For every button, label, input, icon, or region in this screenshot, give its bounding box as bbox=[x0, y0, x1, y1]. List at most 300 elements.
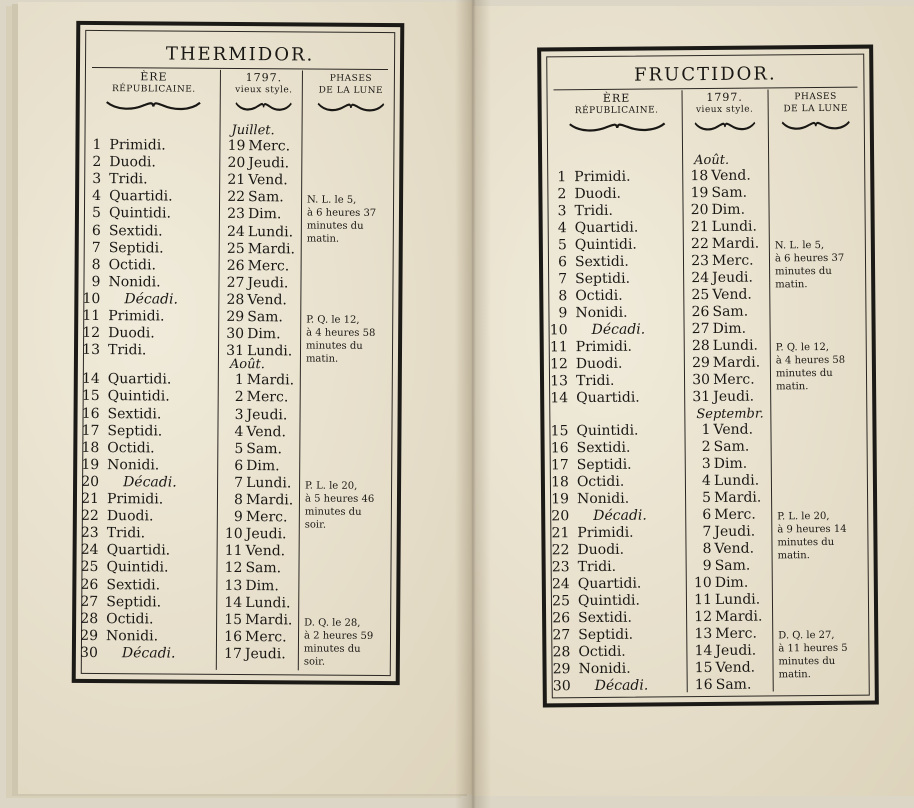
day-number: 10 bbox=[549, 322, 568, 339]
gregorian-weekday: Jeudi. bbox=[248, 155, 290, 172]
day-number: 12 bbox=[82, 325, 101, 342]
gregorian-weekday: Lundi. bbox=[712, 337, 759, 354]
republican-day-name: Quartidi. bbox=[577, 575, 642, 593]
republican-day-name: Duodi. bbox=[577, 541, 625, 559]
gregorian-day-number: 13 bbox=[224, 577, 243, 594]
moon-phase-note bbox=[307, 194, 391, 247]
day-number: 4 bbox=[92, 188, 102, 205]
gregorian-day-number: 8 bbox=[233, 491, 244, 509]
republican-day-name: Septidi. bbox=[107, 422, 163, 440]
gregorian-day-number: 12 bbox=[224, 560, 243, 577]
republican-day-name: Octidi. bbox=[576, 473, 625, 491]
day-number: 2 bbox=[92, 154, 102, 171]
calendar-row bbox=[79, 257, 399, 276]
gregorian-weekday: Dim. bbox=[245, 577, 279, 594]
republican-day-name: Duodi. bbox=[574, 185, 622, 203]
gregorian-weekday: Mardi. bbox=[247, 240, 296, 257]
calendar-row bbox=[78, 388, 398, 407]
day-number: 21 bbox=[551, 525, 570, 542]
gregorian-day-number: 24 bbox=[226, 223, 245, 240]
day-number: 22 bbox=[80, 508, 99, 525]
gregorian-weekday: Mardi. bbox=[712, 354, 761, 371]
republican-day-name: Nonidi. bbox=[108, 273, 161, 291]
moon-phase-note bbox=[777, 510, 861, 563]
gregorian-weekday: Vend. bbox=[248, 172, 288, 189]
gregorian-day-number: 21 bbox=[227, 172, 246, 189]
moon-phase-line: soir. bbox=[303, 656, 326, 668]
republican-day-name: Nonidi. bbox=[105, 627, 159, 645]
gregorian-day-number: 5 bbox=[702, 489, 712, 507]
moon-phase-note bbox=[775, 239, 859, 292]
gregorian-day-number: 5 bbox=[234, 440, 244, 457]
republican-day-name: Primidi. bbox=[577, 524, 634, 542]
calendar-row bbox=[77, 440, 397, 459]
gregorian-day-number: 7 bbox=[234, 474, 244, 491]
moon-phase-line: soir. bbox=[304, 519, 327, 531]
era-column-header-line: RÉPUBLICAINE. bbox=[574, 105, 659, 117]
gregorian-weekday: Merc. bbox=[711, 252, 754, 269]
thermidor-calendar bbox=[72, 21, 405, 685]
republican-day-name: Octidi. bbox=[578, 643, 626, 661]
era-column-header bbox=[552, 92, 682, 117]
republican-day-name: Primidi. bbox=[109, 137, 166, 154]
republican-day-name: Tridi. bbox=[574, 202, 614, 220]
gregorian-day-number: 30 bbox=[226, 326, 245, 343]
gregorian-weekday: Mardi. bbox=[245, 611, 293, 629]
gregorian-day-number: 25 bbox=[226, 240, 245, 257]
gregorian-day-number: 25 bbox=[691, 286, 710, 304]
moon-phase-column-header-line: DE LA LUNE bbox=[783, 103, 848, 115]
flourish-ornament bbox=[316, 99, 385, 118]
republican-day-name: Sextidi. bbox=[106, 576, 161, 593]
gregorian-weekday: Sam. bbox=[248, 189, 284, 206]
gregorian-day-number: 10 bbox=[693, 574, 712, 592]
moon-phase-line: N. L. le 5, bbox=[307, 194, 357, 207]
republican-day-name: Duodi. bbox=[108, 325, 155, 342]
republican-day-name: Quartidi. bbox=[576, 389, 640, 407]
day-number: 8 bbox=[91, 256, 101, 273]
republican-day-name: Octidi. bbox=[108, 256, 156, 274]
republican-day-name: Septidi. bbox=[576, 456, 632, 474]
day-number: 5 bbox=[557, 237, 567, 254]
moon-phase-line: à 4 heures 58 bbox=[306, 327, 376, 339]
year-column-header-line: vieux style. bbox=[695, 104, 754, 116]
moon-phase-note bbox=[776, 341, 860, 394]
day-number: 9 bbox=[558, 305, 568, 322]
gregorian-weekday: Lundi. bbox=[711, 218, 758, 235]
republican-day-name: Septidi. bbox=[108, 239, 164, 257]
gregorian-weekday: Vend. bbox=[713, 421, 754, 438]
gregorian-weekday: Merc. bbox=[248, 138, 291, 155]
gregorian-weekday: Lundi. bbox=[713, 472, 760, 489]
gregorian-weekday: Dim. bbox=[712, 320, 747, 337]
gregorian-weekday: Jeudi. bbox=[247, 274, 289, 292]
gregorian-day-number: 28 bbox=[691, 337, 710, 355]
moon-phase-line: P. L. le 20, bbox=[777, 510, 830, 523]
republican-day-name: Tridi. bbox=[106, 525, 146, 542]
day-number: 30 bbox=[552, 678, 571, 695]
gregorian-weekday: Mardi. bbox=[715, 608, 763, 625]
gregorian-weekday: Merc. bbox=[246, 389, 289, 406]
gregorian-day-number: 2 bbox=[234, 389, 244, 406]
moon-phase-line: minutes du bbox=[304, 506, 362, 518]
gregorian-weekday: Sam. bbox=[713, 438, 750, 455]
flourish-ornament bbox=[235, 98, 293, 117]
year-column-header bbox=[684, 91, 766, 116]
moon-phase-line: à 5 heures 46 bbox=[304, 493, 375, 505]
gregorian-month-label: Août. bbox=[694, 152, 730, 169]
day-number: 18 bbox=[81, 439, 100, 456]
republican-day-name: Duodi. bbox=[106, 508, 154, 525]
moon-phase-line: matin. bbox=[778, 669, 811, 681]
calendar-row bbox=[76, 559, 396, 578]
republican-day-name: Décadi. bbox=[591, 321, 646, 339]
gregorian-day-number: 15 bbox=[694, 659, 713, 677]
fructidor-calendar bbox=[537, 45, 879, 708]
gregorian-day-number: 7 bbox=[702, 523, 712, 541]
republican-day-name: Septidi. bbox=[578, 626, 634, 644]
gregorian-weekday: Merc. bbox=[714, 506, 756, 523]
gregorian-day-number: 9 bbox=[233, 509, 243, 526]
calendar-row bbox=[78, 291, 398, 310]
republican-day-name: Quartidi. bbox=[574, 219, 639, 237]
republican-day-name: Primidi. bbox=[108, 308, 165, 325]
year-column-header-line: 1797. bbox=[706, 90, 743, 105]
book-gutter bbox=[455, 0, 491, 808]
calendar-row bbox=[78, 405, 398, 424]
gregorian-day-number: 6 bbox=[234, 457, 244, 474]
gregorian-day-number: 11 bbox=[224, 543, 243, 560]
gregorian-day-number: 14 bbox=[224, 594, 243, 611]
day-number: 11 bbox=[549, 339, 568, 356]
gregorian-day-number: 9 bbox=[702, 557, 712, 575]
gregorian-weekday: Lundi. bbox=[714, 591, 761, 608]
month-title: THERMIDOR. bbox=[165, 43, 315, 66]
day-number: 6 bbox=[558, 254, 568, 271]
day-number: 27 bbox=[552, 627, 571, 644]
gregorian-day-number: 20 bbox=[690, 201, 709, 219]
gregorian-day-number: 20 bbox=[227, 155, 246, 172]
day-number: 16 bbox=[550, 440, 569, 457]
moon-phase-line: matin. bbox=[777, 550, 810, 562]
gregorian-weekday: Sam. bbox=[714, 557, 751, 574]
republican-day-name: Sextidi. bbox=[576, 439, 631, 457]
gregorian-day-number: 31 bbox=[226, 343, 245, 360]
moon-phase-line: à 6 heures 37 bbox=[774, 252, 845, 265]
gregorian-day-number: 15 bbox=[224, 611, 243, 628]
calendar-row bbox=[79, 154, 399, 173]
day-number: 14 bbox=[550, 390, 569, 407]
day-number: 15 bbox=[81, 388, 100, 405]
moon-phase-column-header bbox=[306, 72, 396, 97]
gregorian-weekday: Dim. bbox=[247, 326, 281, 343]
gregorian-weekday: Merc. bbox=[244, 628, 287, 646]
gregorian-day-number: 29 bbox=[226, 308, 245, 326]
gregorian-weekday: Merc. bbox=[247, 257, 290, 275]
gregorian-weekday: Merc. bbox=[245, 509, 288, 526]
day-number: 11 bbox=[82, 307, 101, 325]
day-number: 20 bbox=[81, 473, 100, 490]
moon-phase-line: matin. bbox=[776, 381, 809, 393]
republican-day-name: Octidi. bbox=[107, 439, 155, 457]
day-number: 29 bbox=[552, 661, 571, 678]
gregorian-day-number: 12 bbox=[694, 608, 713, 626]
republican-day-name: Octidi. bbox=[106, 610, 154, 628]
gregorian-day-number: 11 bbox=[694, 591, 713, 609]
republican-day-name: Décadi. bbox=[593, 507, 647, 525]
day-number: 29 bbox=[80, 627, 99, 644]
day-number: 1 bbox=[92, 136, 102, 154]
moon-phase-line: à 4 heures 58 bbox=[775, 354, 846, 367]
gregorian-weekday: Sam. bbox=[245, 560, 282, 577]
gregorian-day-number: 3 bbox=[234, 406, 244, 423]
gregorian-day-number: 27 bbox=[691, 320, 710, 338]
day-number: 28 bbox=[80, 610, 99, 627]
day-number: 21 bbox=[81, 490, 100, 508]
day-number: 27 bbox=[80, 593, 99, 610]
day-number: 20 bbox=[551, 508, 570, 525]
gregorian-day-number: 26 bbox=[226, 257, 245, 274]
republican-day-name: Nonidi. bbox=[578, 660, 631, 678]
moon-phase-line: D. Q. le 27, bbox=[778, 629, 835, 642]
republican-day-name: Sextidi. bbox=[107, 405, 162, 422]
republican-day-name: Quintidi. bbox=[106, 559, 169, 576]
calendar-row bbox=[79, 137, 399, 156]
republican-day-name: Duodi. bbox=[109, 154, 156, 171]
gregorian-weekday: Mardi. bbox=[711, 235, 760, 252]
day-number: 12 bbox=[549, 356, 568, 373]
day-number: 26 bbox=[552, 610, 571, 627]
day-number: 15 bbox=[550, 423, 569, 440]
moon-phase-line: minutes du bbox=[306, 220, 364, 233]
moon-phase-line: matin. bbox=[305, 353, 339, 365]
flourish-ornament bbox=[781, 117, 851, 137]
moon-phase-line: à 11 heures 5 bbox=[778, 642, 848, 655]
day-number: 2 bbox=[557, 186, 567, 203]
flourish-ornament bbox=[694, 118, 756, 138]
day-number: 8 bbox=[558, 288, 568, 305]
day-number: 28 bbox=[552, 644, 571, 661]
day-number: 18 bbox=[551, 474, 569, 491]
gregorian-weekday: Vend. bbox=[245, 543, 286, 560]
day-number: 24 bbox=[80, 542, 99, 559]
gregorian-weekday: Jeudi. bbox=[246, 406, 288, 423]
gregorian-weekday: Vend. bbox=[715, 659, 756, 676]
era-column-header bbox=[90, 71, 218, 96]
republican-day-name: Sextidi. bbox=[574, 253, 629, 271]
day-number: 25 bbox=[80, 559, 99, 576]
moon-phase-note bbox=[778, 629, 862, 682]
gregorian-day-number: 6 bbox=[702, 506, 712, 524]
gregorian-weekday: Lundi. bbox=[246, 343, 293, 360]
gregorian-month-label: Août. bbox=[229, 357, 265, 373]
gregorian-day-number: 19 bbox=[227, 137, 246, 155]
gregorian-day-number: 17 bbox=[224, 645, 242, 662]
gregorian-weekday: Lundi. bbox=[247, 223, 294, 240]
gregorian-weekday: Jeudi. bbox=[715, 642, 757, 659]
calendar-row bbox=[76, 576, 396, 595]
republican-day-name: Décadi. bbox=[123, 474, 177, 491]
republican-day-name: Sextidi. bbox=[578, 609, 632, 627]
moon-phase-line: à 2 heures 59 bbox=[303, 630, 374, 642]
gregorian-day-number: 8 bbox=[702, 540, 712, 558]
gregorian-day-number: 29 bbox=[691, 354, 710, 372]
gregorian-weekday: Jeudi. bbox=[713, 388, 755, 405]
republican-day-name: Quintidi. bbox=[108, 205, 172, 222]
month-title: FRUCTIDOR. bbox=[633, 63, 777, 86]
moon-phase-line: P. L. le 20, bbox=[305, 480, 358, 492]
gregorian-day-number: 4 bbox=[701, 472, 711, 490]
calendar-row bbox=[77, 422, 397, 441]
republican-day-name: Nonidi. bbox=[107, 456, 160, 474]
republican-day-name: Octidi. bbox=[575, 287, 623, 305]
gregorian-day-number: 30 bbox=[692, 371, 711, 389]
republican-day-name: Septidi. bbox=[106, 593, 162, 611]
gregorian-weekday: Vend. bbox=[247, 291, 287, 309]
year-column-header bbox=[226, 72, 302, 97]
moon-phase-note bbox=[306, 313, 390, 366]
gregorian-day-number: 26 bbox=[691, 303, 710, 321]
gregorian-day-number: 16 bbox=[694, 676, 713, 694]
day-number: 13 bbox=[82, 342, 101, 359]
moon-phase-column-header bbox=[770, 91, 862, 116]
era-column-header-line: ÈRE bbox=[602, 91, 631, 105]
gregorian-weekday: Dim. bbox=[711, 201, 746, 218]
republican-day-name: Septidi. bbox=[575, 270, 631, 288]
gregorian-day-number: 22 bbox=[227, 189, 246, 206]
gregorian-weekday: Jeudi. bbox=[245, 526, 287, 543]
gregorian-weekday: Sam. bbox=[247, 309, 283, 326]
day-number: 6 bbox=[91, 222, 101, 239]
day-number: 7 bbox=[558, 271, 568, 288]
gregorian-weekday: Lundi. bbox=[245, 594, 291, 611]
republican-day-name: Tridi. bbox=[577, 558, 617, 576]
day-number: 10 bbox=[82, 290, 101, 307]
republican-day-name: Quintidi. bbox=[574, 236, 637, 254]
gregorian-weekday: Sam. bbox=[711, 184, 748, 201]
gregorian-day-number: 10 bbox=[224, 526, 243, 543]
flourish-ornament bbox=[105, 97, 202, 117]
gregorian-weekday: Lundi. bbox=[246, 474, 292, 492]
day-number: 23 bbox=[551, 559, 570, 576]
moon-phase-line: minutes du bbox=[775, 367, 833, 380]
moon-phase-note bbox=[304, 616, 388, 669]
republican-day-name: Décadi. bbox=[594, 677, 649, 695]
day-number: 3 bbox=[92, 171, 102, 188]
day-number: 17 bbox=[550, 457, 569, 474]
gregorian-weekday: Sam. bbox=[712, 303, 749, 320]
day-number: 13 bbox=[550, 373, 569, 390]
year-column-header-line: 1797. bbox=[245, 71, 283, 85]
day-number: 7 bbox=[91, 239, 101, 256]
republican-day-name: Duodi. bbox=[575, 355, 623, 373]
gregorian-weekday: Jeudi. bbox=[714, 523, 756, 540]
gregorian-weekday: Vend. bbox=[711, 167, 751, 184]
gregorian-day-number: 1 bbox=[234, 372, 244, 389]
gregorian-weekday: Dim. bbox=[247, 206, 282, 223]
republican-day-name: Quintidi. bbox=[576, 422, 639, 440]
gregorian-day-number: 31 bbox=[692, 388, 711, 406]
gregorian-day-number: 4 bbox=[234, 423, 244, 440]
republican-day-name: Primidi. bbox=[574, 168, 631, 186]
gregorian-weekday: Mardi. bbox=[246, 372, 295, 389]
gregorian-weekday: Dim. bbox=[713, 455, 748, 472]
republican-day-name: Quintidi. bbox=[107, 388, 170, 405]
gregorian-day-number: 24 bbox=[691, 269, 710, 287]
day-number: 23 bbox=[80, 525, 99, 542]
gregorian-weekday: Jeudi. bbox=[244, 645, 286, 663]
day-number: 4 bbox=[557, 220, 567, 237]
day-number: 14 bbox=[81, 371, 100, 388]
day-number: 19 bbox=[81, 456, 100, 473]
moon-phase-line: minutes du bbox=[303, 643, 361, 655]
moon-phase-note bbox=[305, 479, 389, 532]
moon-phase-line: N. L. le 5, bbox=[774, 239, 825, 252]
gregorian-day-number: 13 bbox=[694, 625, 713, 643]
moon-phase-line: matin. bbox=[775, 279, 808, 291]
gregorian-weekday: Dim. bbox=[246, 457, 280, 475]
moon-phase-line: P. Q. le 12, bbox=[306, 314, 360, 326]
day-number: 17 bbox=[81, 422, 100, 439]
moon-phase-line: à 9 heures 14 bbox=[777, 523, 847, 536]
gregorian-day-number: 23 bbox=[691, 252, 710, 270]
republican-day-name: Décadi. bbox=[121, 645, 176, 662]
calendar-row bbox=[76, 593, 396, 612]
gregorian-day-number: 2 bbox=[701, 438, 711, 456]
gregorian-day-number: 18 bbox=[690, 167, 709, 185]
gregorian-weekday: Vend. bbox=[712, 286, 752, 303]
moon-phase-line: matin. bbox=[306, 233, 340, 245]
gregorian-day-number: 14 bbox=[694, 642, 713, 660]
calendar-row bbox=[77, 457, 397, 476]
era-column-header-line: ÈRE bbox=[140, 70, 168, 84]
gregorian-day-number: 16 bbox=[224, 628, 243, 645]
republican-day-name: Nonidi. bbox=[576, 490, 630, 508]
day-number: 5 bbox=[91, 205, 102, 222]
republican-day-name: Tridi. bbox=[107, 342, 147, 359]
moon-phase-line: minutes du bbox=[777, 536, 835, 549]
moon-phase-line: minutes du bbox=[306, 340, 363, 352]
republican-day-name: Quartidi. bbox=[106, 542, 171, 559]
moon-phase-line: minutes du bbox=[778, 655, 836, 668]
day-number: 22 bbox=[551, 542, 570, 559]
gregorian-month-label: Juillet. bbox=[231, 122, 275, 139]
calendar-row bbox=[77, 542, 397, 561]
day-number: 26 bbox=[80, 576, 99, 593]
gregorian-day-number: 22 bbox=[690, 235, 709, 253]
day-number: 1 bbox=[557, 169, 567, 186]
gregorian-day-number: 23 bbox=[227, 206, 246, 223]
gregorian-weekday: Mardi. bbox=[713, 489, 762, 506]
republican-day-name: Primidi. bbox=[106, 491, 164, 508]
moon-phase-line: minutes du bbox=[775, 265, 832, 278]
calendar-row bbox=[79, 171, 399, 190]
flourish-ornament bbox=[567, 118, 666, 138]
day-number: 19 bbox=[551, 491, 570, 508]
moon-phase-line: D. Q. le 28, bbox=[304, 617, 361, 629]
moon-phase-line: P. Q. le 12, bbox=[775, 341, 830, 354]
republican-day-name: Quintidi. bbox=[577, 592, 641, 610]
gregorian-weekday: Mardi. bbox=[245, 492, 294, 509]
republican-day-name: Décadi. bbox=[124, 291, 179, 308]
gregorian-month-label: Septembr. bbox=[696, 406, 764, 423]
gregorian-day-number: 3 bbox=[701, 455, 711, 473]
moon-phase-column-header-line: DE LA LUNE bbox=[318, 85, 384, 97]
republican-day-name: Tridi. bbox=[575, 372, 615, 390]
gregorian-weekday: Merc. bbox=[715, 625, 757, 642]
day-number: 3 bbox=[557, 203, 567, 220]
republican-day-name: Primidi. bbox=[575, 338, 633, 356]
